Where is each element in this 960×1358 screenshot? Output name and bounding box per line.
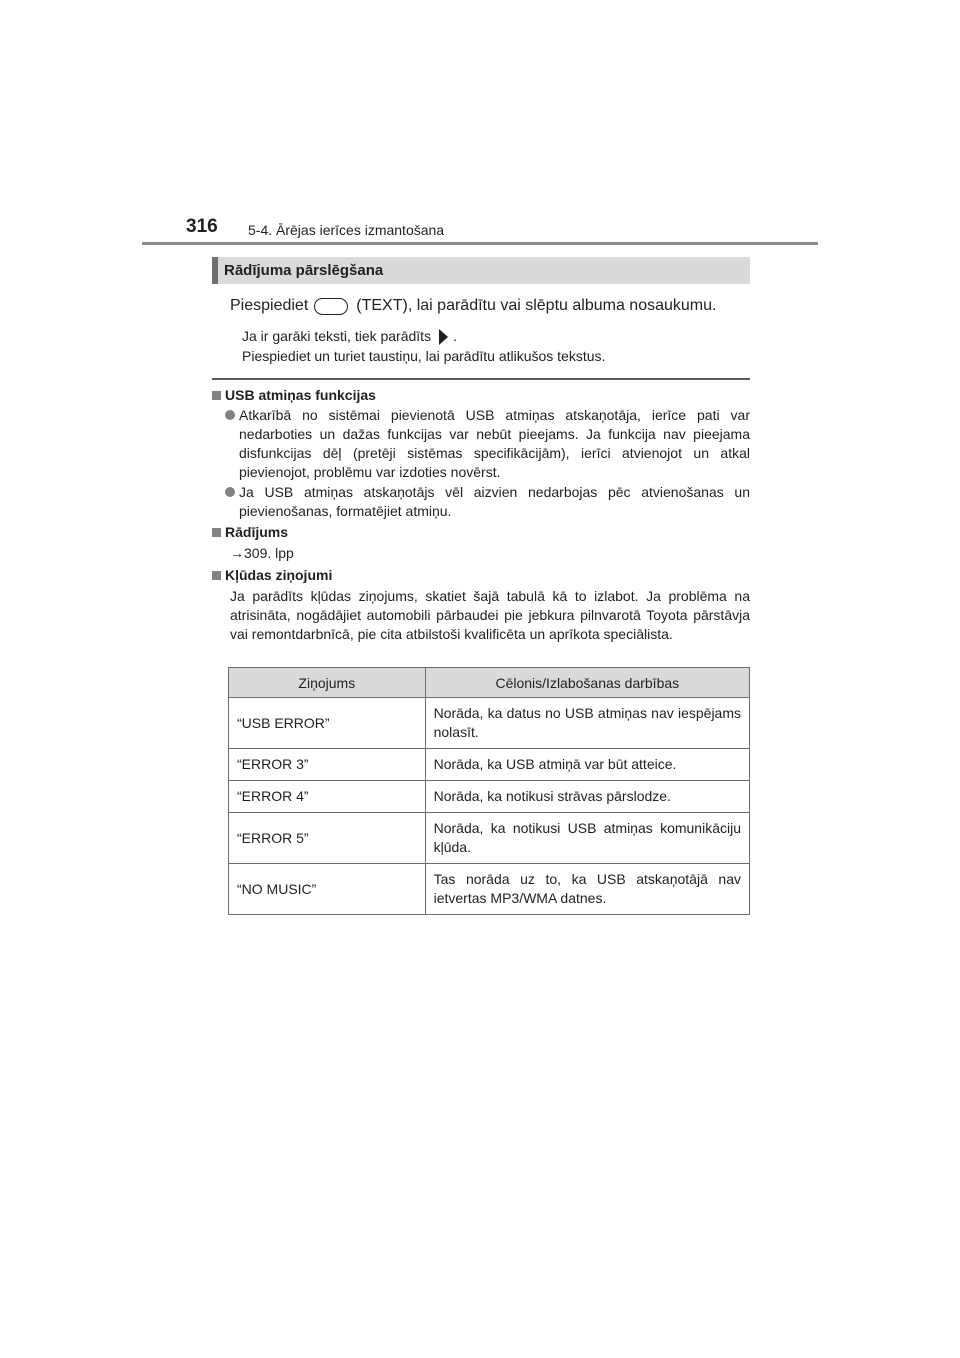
- table-row: [229, 813, 750, 864]
- section-header: [212, 257, 750, 284]
- usb-bullet-2: [225, 483, 750, 521]
- chapter-title: 5-4. Ārējas ierīces izmantošana: [248, 222, 445, 238]
- square-marker-icon: [212, 391, 221, 400]
- instruction-before: Piespiediet: [230, 297, 309, 314]
- error-message: “ERROR 5”: [229, 813, 426, 864]
- page-number: 316: [186, 216, 218, 237]
- col-message-header: Ziņojums: [229, 668, 426, 698]
- error-cause: Tas norāda uz to, ka USB atskaņotājā nav ietvertas MP3/WMA datnes.: [425, 864, 749, 915]
- usb-bullet-2-text: Ja USB atmiņas atskaņotājs vēl aizvien nedarbojas pēc atvienošanas un pievienošanas, formatējiet atmiņu.: [239, 484, 750, 519]
- errors-heading: [212, 567, 332, 583]
- error-cause: Norāda, ka USB atmiņā var būt atteice.: [425, 749, 749, 781]
- col-cause-header: Cēlonis/Izlabošanas darbības: [425, 668, 749, 698]
- circle-bullet-icon: [225, 487, 235, 497]
- usb-bullet-1-text: Atkarībā no sistēmai pievienotā USB atmiņas atskaņotāja, ierīce pati var nedarboties un dažas funkcijas var nebūt pieejams. Ja funkcija nav pieejama disfunkcijas dēļ (pretēji sistēmas specifikācijām), ierīci atvienojot un atkal pievienojot, problēmu var izdoties novērst.: [239, 407, 750, 480]
- square-marker-icon: [212, 528, 221, 537]
- note-line-2: Piespiediet un turiet taustiņu, lai parādītu atlikušos tekstus.: [242, 348, 606, 364]
- table-row: [229, 749, 750, 781]
- error-message: “ERROR 3”: [229, 749, 426, 781]
- display-heading-text: Rādījums: [225, 524, 289, 540]
- text-button-icon: [314, 298, 348, 315]
- error-message: “ERROR 4”: [229, 781, 426, 813]
- table-header-row: [229, 668, 750, 698]
- errors-intro: Ja parādīts kļūdas ziņojums, skatiet šajā tabulā kā to izlabot. Ja problēma na atrisināta, nogādājiet automobili pārbaudei pie jebkura pilnvarotā Toyota pārstāvja vai remontdarbnīcā, pie cita atbilstoši kvalificēta un aprīkota speciālista.: [230, 588, 750, 642]
- usb-heading-text: USB atmiņas funkcijas: [225, 387, 376, 403]
- table-row: [229, 698, 750, 749]
- circle-bullet-icon: [225, 410, 235, 420]
- error-message: “USB ERROR”: [229, 698, 426, 749]
- square-marker-icon: [212, 571, 221, 580]
- table-row: [229, 781, 750, 813]
- right-arrow-icon: [439, 329, 448, 345]
- display-heading: [212, 524, 288, 540]
- display-reference: →309. lpp: [230, 545, 294, 561]
- usb-bullet-1: [225, 406, 750, 482]
- instruction-line: [230, 297, 716, 315]
- error-table: [228, 667, 750, 915]
- section-divider: [212, 378, 750, 380]
- error-cause: Norāda, ka notikusi USB atmiņas komunikāciju kļūda.: [425, 813, 749, 864]
- section-accent: [212, 257, 218, 284]
- table-row: [229, 864, 750, 915]
- error-message: “NO MUSIC”: [229, 864, 426, 915]
- section-title: Rādījuma pārslēgšana: [224, 262, 384, 279]
- header-divider: [142, 242, 818, 245]
- note-before: Ja ir garāki teksti, tiek parādīts: [242, 328, 432, 344]
- errors-heading-text: Kļūdas ziņojumi: [225, 567, 333, 583]
- instruction-after: (TEXT), lai parādītu vai slēptu albuma nosaukumu.: [356, 297, 717, 314]
- error-cause: Norāda, ka notikusi strāvas pārslodze.: [425, 781, 749, 813]
- note-after: .: [453, 328, 457, 344]
- note-line-1: [242, 328, 457, 345]
- error-cause: Norāda, ka datus no USB atmiņas nav iespējams nolasīt.: [425, 698, 749, 749]
- usb-heading: [212, 387, 376, 403]
